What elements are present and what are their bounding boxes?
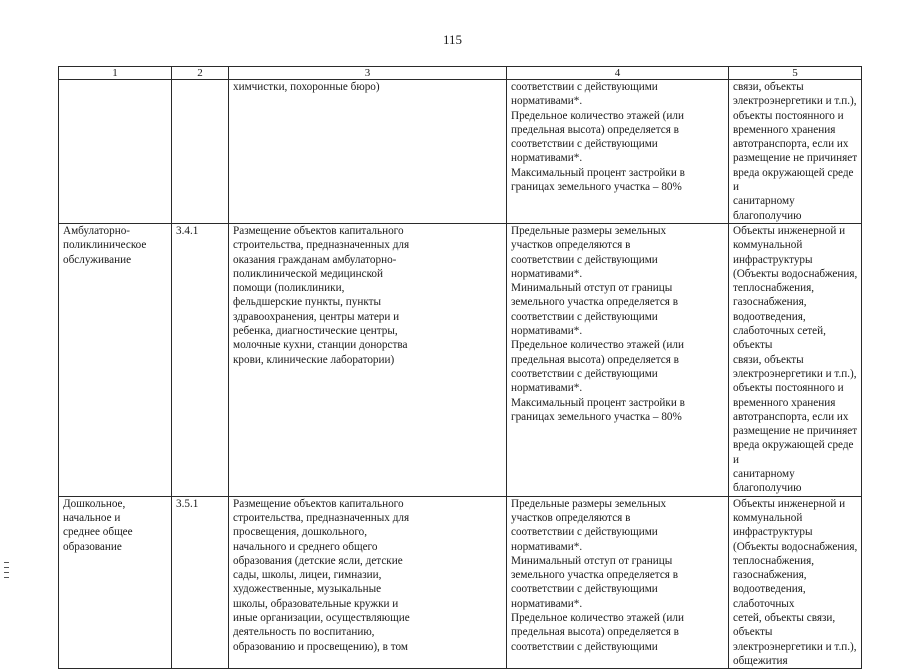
auxiliary-uses-text: Объекты инженерной и коммунальной инфраструктуры (Объекты водоснабжения, теплоснабжения, газоснабжения, водоотведения, слаботочных сетей, объекты связи, объекты электроэнергетики и т.п.), общежития — [733, 497, 858, 667]
cell-use-code — [172, 496, 229, 669]
use-name-text: Дошкольное, начальное и среднее общее образование — [63, 497, 133, 553]
header-col-4: 4 — [507, 67, 729, 80]
cell-use-description — [229, 223, 507, 496]
use-code-text: 3.4.1 — [176, 224, 199, 237]
table-row — [59, 223, 862, 496]
page-number: 115 — [442, 32, 463, 47]
parameters-text: Предельные размеры земельных участков определяются в соответствии с действующими нормативами*. Минимальный отступ от границы земельного участка определяется в соответствии с действующими нормативами*. Предельное количество этажей (или предельная высота) определяется в соответствии с действующими нормативами*. Максимальный процент застройки в границах земельного участка – 80% — [511, 224, 685, 423]
table-header-row — [59, 67, 862, 80]
cell-use-name — [59, 496, 172, 669]
cell-use-name — [59, 223, 172, 496]
scan-margin-marks — [4, 562, 10, 582]
cell-use-code — [172, 80, 229, 224]
table-row — [59, 496, 862, 669]
use-name-text: Амбулаторно- поликлиническое обслуживание — [63, 224, 147, 266]
cell-parameters — [507, 80, 729, 224]
cell-use-description — [229, 496, 507, 669]
cell-auxiliary-uses — [729, 80, 862, 224]
use-description-text: Размещение объектов капитального строительства, предназначенных для просвещения, дошкольного, начального и среднего общего образования (детские ясли, детские сады, школы, лицеи, гимназии, художественные, музыкальные школы, образовательные кружки и иные организации, осуществляющие деятельность по воспитанию, образованию и просвещению), в том — [233, 497, 410, 653]
cell-parameters — [507, 223, 729, 496]
cell-auxiliary-uses — [729, 496, 862, 669]
use-description-text: химчистки, похоронные бюро) — [233, 81, 380, 93]
header-col-3: 3 — [229, 67, 507, 80]
cell-use-description — [229, 80, 507, 224]
cell-use-name — [59, 80, 172, 224]
cell-auxiliary-uses — [729, 223, 862, 496]
auxiliary-uses-text: связи, объекты электроэнергетики и т.п.), объекты постоянного и временного хранения автотранспорта, если их размещение не причиняет вреда окружающей среде и санитарному благополучию — [733, 81, 858, 222]
parameters-text: соответствии с действующими нормативами*. Предельное количество этажей (или предельная высота) определяется в соответствии с действующими нормативами*. Максимальный процент застройки в границах земельного участка – 80% — [511, 81, 685, 194]
cell-use-code — [172, 223, 229, 496]
header-col-5: 5 — [729, 67, 862, 80]
auxiliary-uses-text: Объекты инженерной и коммунальной инфраструктуры (Объекты водоснабжения, теплоснабжения, газоснабжения, водоотведения, слаботочных сетей, объекты связи, объекты электроэнергетики и т.п.), объекты постоянного и временного хранения автотранспорта, если их размещение не причиняет вреда окружающей среде и санитарному благополучию — [733, 224, 858, 495]
header-col-2: 2 — [172, 67, 229, 80]
header-col-1: 1 — [59, 67, 172, 80]
table-row — [59, 80, 862, 224]
use-description-text: Размещение объектов капитального строительства, предназначенных для оказания гражданам амбулаторно- поликлинической медицинской помощи (поликлиники, фельдшерские пункты, пункты здравоохранения, центры матери и ребенка, диагностические центры, молочные кухни, станции донорства крови, клинические лаборатории) — [233, 224, 410, 366]
cell-parameters — [507, 496, 729, 669]
parameters-text: Предельные размеры земельных участков определяются в соответствии с действующими нормативами*. Минимальный отступ от границы земельного участка определяется в соответствии с действующими нормативами*. Предельное количество этажей (или предельная высота) определяется в соответствии с действующими — [511, 497, 684, 653]
use-code-text: 3.5.1 — [176, 497, 199, 510]
land-use-table — [58, 66, 862, 669]
